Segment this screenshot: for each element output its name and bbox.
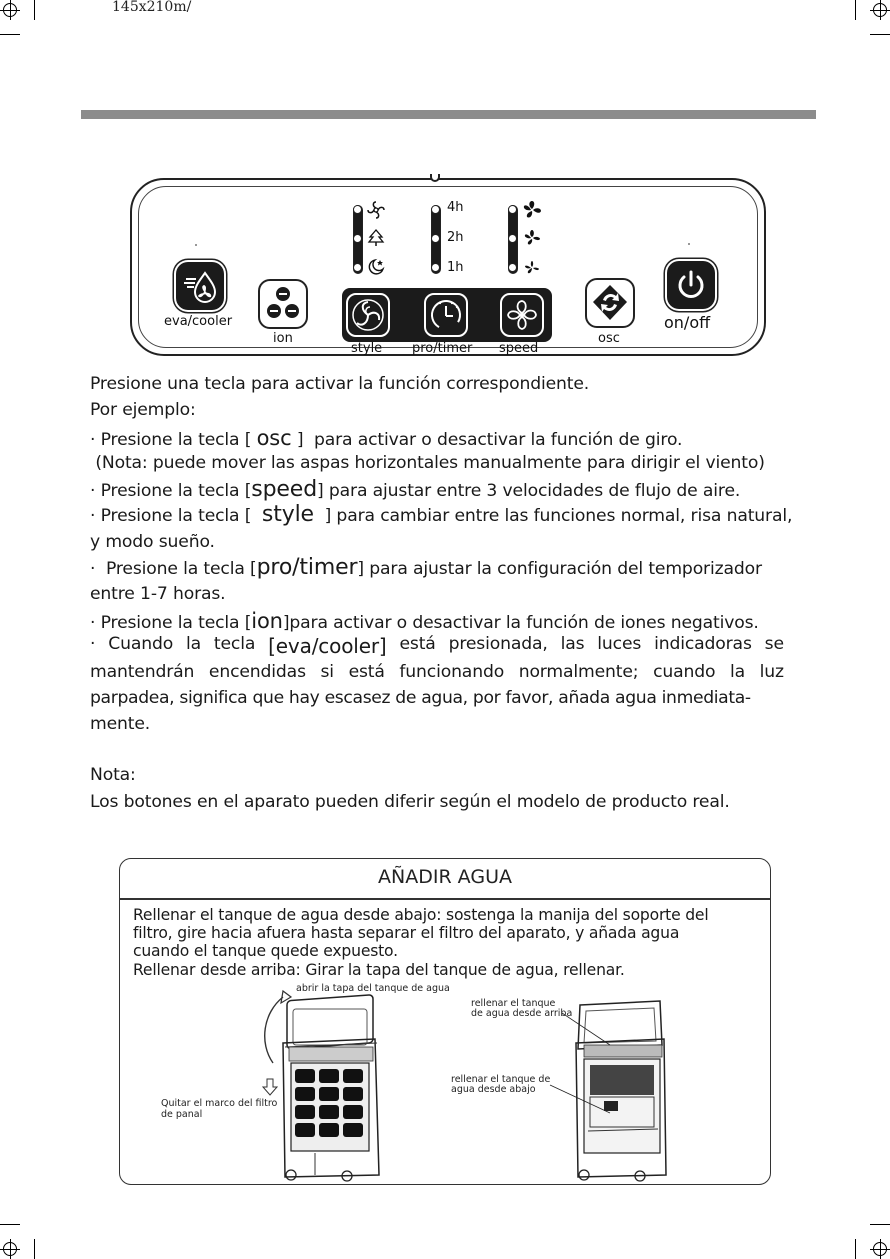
osc-button[interactable] (585, 278, 635, 328)
registration-mark-icon (3, 3, 17, 17)
fill-top-label: rellenar el tanque (471, 998, 556, 1009)
word: la (730, 662, 746, 682)
section-divider-bar (81, 110, 816, 119)
registration-mark-icon (873, 1242, 887, 1256)
word: mantendrán (90, 662, 195, 682)
style-instruction (90, 502, 792, 527)
fill-top-label-2: de agua desde arriba (471, 1008, 573, 1019)
osc-label: osc (598, 331, 620, 346)
speed-led (508, 205, 517, 214)
word: tecla (213, 634, 256, 654)
word: las (560, 634, 585, 654)
clock-icon (429, 298, 463, 332)
swirl-icon (351, 298, 385, 332)
timer-instruction (90, 555, 762, 580)
timer-4h-label: 4h (447, 200, 464, 215)
water-instruction-line: filtro, gire hacia afuera hasta separar el filtro del aparato, y añada agua (133, 924, 680, 942)
registration-mark-icon (3, 1242, 17, 1256)
style-keyword: style (261, 502, 314, 527)
sleep-moon-icon (367, 258, 385, 276)
crop-mark (0, 1224, 20, 1225)
normal-wind-icon (367, 201, 385, 219)
fan-low-icon (522, 257, 542, 277)
word: presionada, (448, 634, 548, 654)
word: indicadoras (654, 634, 752, 654)
word: funcionando (399, 662, 505, 682)
remove-filter-label-2: de panal (161, 1109, 203, 1120)
rotate-arrow-icon (265, 997, 283, 1063)
button-strip (342, 288, 552, 342)
water-instruction-line: Rellenar el tanque de agua desde abajo: sostenga la manija del soporte del (133, 906, 709, 924)
eva-instruction-line4: mente. (90, 714, 151, 734)
style-led (353, 205, 362, 214)
eva-instruction-line2 (90, 662, 784, 682)
word: encendidas (208, 662, 306, 682)
eva-cooler-keyword: [eva/cooler] (268, 634, 387, 658)
crop-mark (870, 1224, 890, 1225)
timer-2h-label: 2h (447, 230, 464, 245)
eva-cooler-button[interactable] (176, 262, 224, 310)
eva-cooler-label: eva/cooler (164, 314, 233, 329)
timer-1h-label: 1h (447, 260, 464, 275)
word: normalmente; (518, 662, 639, 682)
timer-led (431, 205, 440, 214)
ion-label: ion (273, 331, 293, 346)
crop-mark (34, 0, 35, 20)
panel-dot (195, 244, 197, 246)
timer-led (431, 234, 440, 243)
style-led (353, 263, 362, 272)
timer-instruction-cont: entre 1-7 horas. (90, 584, 226, 604)
style-instruction-cont: y modo sueño. (90, 532, 215, 552)
nota-text: Los botones en el aparato pueden diferir según el modelo de producto real. (90, 792, 730, 812)
word: luz (759, 662, 784, 682)
style-instruction-suffix: ] para cambiar entre las funciones normal, risa natural, (313, 506, 793, 526)
on-off-label: on/off (664, 313, 711, 332)
style-led (353, 234, 362, 243)
panel-dot (688, 243, 690, 245)
fan-medium-icon (522, 228, 542, 248)
natural-wind-tree-icon (367, 229, 385, 247)
crop-mark (855, 1239, 856, 1259)
speed-button[interactable] (500, 293, 544, 337)
water-instruction-line: Rellenar desde arriba: Girar la tapa del tanque de agua, rellenar. (133, 961, 625, 979)
print-size-label: 145x210m/ (112, 0, 192, 15)
timer-instruction-suffix: ] para ajustar la configuración del temporizador (357, 559, 762, 579)
eva-instruction-line3: parpadea, significa que hay escasez de agua, por favor, añada agua inmediata- (90, 688, 751, 708)
word: se (764, 634, 784, 654)
speed-label: speed (499, 341, 539, 356)
ion-instruction-suffix: ]para activar o desactivar la función de iones negativos. (282, 613, 759, 633)
fan-icon (505, 298, 539, 332)
speed-instruction-suffix: ] para ajustar entre 3 velocidades de flujo de aire. (317, 481, 741, 501)
osc-keyword: osc (256, 426, 292, 450)
registration-mark-icon (873, 3, 887, 17)
osc-instruction-suffix: ] para activar o desactivar la función de giro. (291, 430, 683, 450)
power-icon (673, 267, 709, 303)
fill-bottom-label: rellenar el tanque de (451, 1074, 551, 1085)
word: Cuando (108, 634, 174, 654)
cooler-illustration-left (255, 983, 395, 1183)
nota-label: Nota: (90, 765, 136, 785)
rotate-arrows-icon (587, 280, 633, 326)
add-water-divider (119, 898, 771, 900)
intro-line: Presione una tecla para activar la función correspondiente. (90, 374, 590, 394)
crop-mark (0, 34, 20, 35)
osc-instruction (90, 426, 682, 450)
add-water-title: AÑADIR AGUA (378, 866, 512, 888)
ion-dots-icon (260, 281, 306, 327)
ion-instruction (90, 609, 759, 633)
crop-mark (870, 34, 890, 35)
speed-keyword: speed (251, 477, 318, 502)
word: la (185, 634, 201, 654)
fan-high-icon (522, 200, 542, 220)
style-button[interactable] (346, 293, 390, 337)
word: está (348, 662, 385, 682)
remove-filter-label: Quitar el marco del filtro (161, 1098, 278, 1109)
timer-led (431, 263, 440, 272)
ion-keyword: ion (251, 609, 283, 633)
speed-led (508, 263, 517, 272)
timer-instruction-prefix: · Presione la tecla [ (90, 559, 257, 579)
crop-mark (855, 0, 856, 20)
pro-timer-label: pro/timer (412, 341, 473, 356)
eva-instruction-line1 (90, 634, 784, 658)
style-label: style (351, 341, 383, 356)
speed-instruction (90, 477, 740, 502)
water-drop-fan-icon (182, 268, 218, 304)
osc-note: (Nota: puede mover las aspas horizontales manualmente para dirigir el viento) (90, 453, 765, 473)
osc-instruction-prefix: · Presione la tecla [ (90, 430, 257, 450)
word: · (90, 634, 96, 654)
timer-keyword: pro/timer (256, 555, 358, 580)
speed-led (508, 234, 517, 243)
open-lid-label: abrir la tapa del tanque de agua (296, 983, 450, 994)
word: si (320, 662, 334, 682)
ion-button[interactable] (258, 279, 308, 329)
down-arrow-icon (263, 1079, 277, 1095)
ion-instruction-prefix: · Presione la tecla [ (90, 613, 252, 633)
on-off-button[interactable] (667, 261, 715, 309)
example-label: Por ejemplo: (90, 400, 196, 420)
style-instruction-prefix: · Presione la tecla [ (90, 506, 262, 526)
water-instruction-line: cuando el tanque quede expuesto. (133, 942, 398, 960)
word: cuando (653, 662, 716, 682)
fill-bottom-label-2: agua desde abajo (451, 1084, 536, 1095)
speed-instruction-prefix: · Presione la tecla [ (90, 481, 252, 501)
word: luces (597, 634, 642, 654)
pro-timer-button[interactable] (424, 293, 468, 337)
crop-mark (34, 1239, 35, 1259)
word: está (399, 634, 436, 654)
